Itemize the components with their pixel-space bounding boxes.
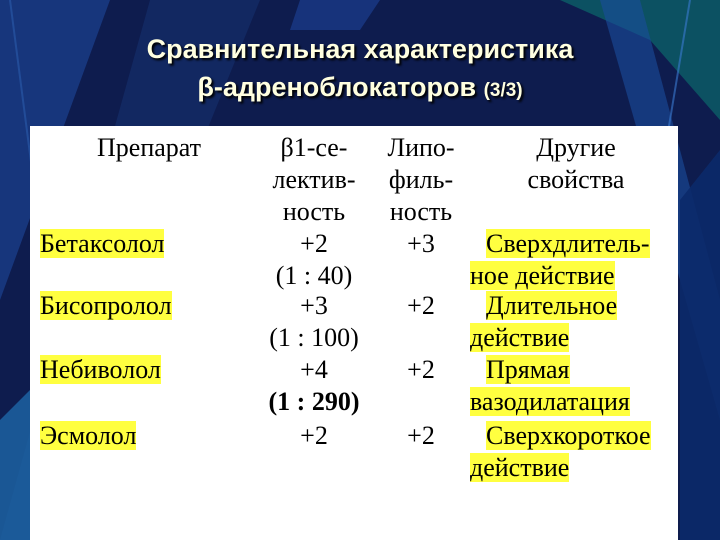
other-line2: действие (470, 453, 570, 482)
selectivity-score: +2 (300, 421, 328, 450)
header-other (496, 132, 656, 196)
table-row-lipophilicity (374, 420, 468, 452)
header-drug-text: Препарат (97, 133, 201, 162)
other-line1: Длительное (486, 291, 618, 320)
header-lipophilicity-line2: филь- (388, 165, 454, 194)
header-selectivity-line1: β1-се- (280, 133, 348, 162)
drug-name-bisoprolol: Бисопролол (40, 291, 172, 320)
header-lipophilicity-line1: Липо- (387, 133, 455, 162)
selectivity-ratio: (1 : 290) (268, 387, 360, 416)
selectivity-score: +2 (300, 229, 328, 258)
selectivity-ratio: (1 : 100) (269, 323, 359, 352)
selectivity-score: +3 (300, 291, 328, 320)
drug-name-betaxolol: Бетаксолол (40, 229, 165, 258)
table-row-lipophilicity (374, 354, 468, 386)
table-row-other (470, 354, 676, 418)
table-row-lipophilicity (374, 228, 468, 260)
lipophilicity-score: +2 (407, 421, 435, 450)
header-lipophilicity (374, 132, 468, 228)
table-row-selectivity (256, 420, 372, 452)
other-line1: Сверхдлитель- (486, 229, 650, 258)
other-line2: вазодилатация (470, 387, 630, 416)
table-row-other (470, 290, 676, 354)
lipophilicity-score: +2 (407, 355, 435, 384)
header-selectivity-line3: ность (282, 197, 346, 226)
other-line2: ное действие (470, 261, 615, 290)
header-selectivity (256, 132, 372, 228)
table-row-drug (40, 354, 161, 386)
drug-name-nebivolol: Небиволол (40, 355, 161, 384)
title-main: β-адреноблокаторов (197, 72, 477, 102)
title-line-2 (0, 68, 720, 110)
selectivity-score: +4 (300, 355, 328, 384)
table-row-other (470, 228, 676, 292)
table-row-drug (40, 420, 136, 452)
header-lipophilicity-line3: ность (389, 197, 453, 226)
table-row-drug (40, 290, 172, 322)
header-other-line1: Другие (536, 133, 616, 162)
table-row-selectivity (256, 290, 372, 354)
other-line1: Сверхкороткое (486, 421, 651, 450)
lipophilicity-score: +3 (407, 229, 435, 258)
title-page-indicator: (3/3) (483, 80, 523, 101)
table-row-selectivity (256, 354, 372, 418)
drug-name-esmolol: Эсмолол (40, 421, 137, 450)
table-row-lipophilicity (374, 290, 468, 322)
header-other-line2: свойства (527, 165, 625, 194)
other-line2: действие (470, 323, 570, 352)
title-line-1: Сравнительная характеристика (146, 34, 574, 64)
header-drug (74, 132, 224, 164)
selectivity-ratio: (1 : 40) (275, 261, 353, 290)
lipophilicity-score: +2 (407, 291, 435, 320)
slide-title (0, 30, 720, 110)
comparison-table (30, 126, 678, 540)
table-row-selectivity (256, 228, 372, 292)
header-selectivity-line2: лектив- (272, 165, 356, 194)
table-row-drug (40, 228, 164, 260)
other-line1: Прямая (486, 355, 570, 384)
table-row-other (470, 420, 676, 484)
